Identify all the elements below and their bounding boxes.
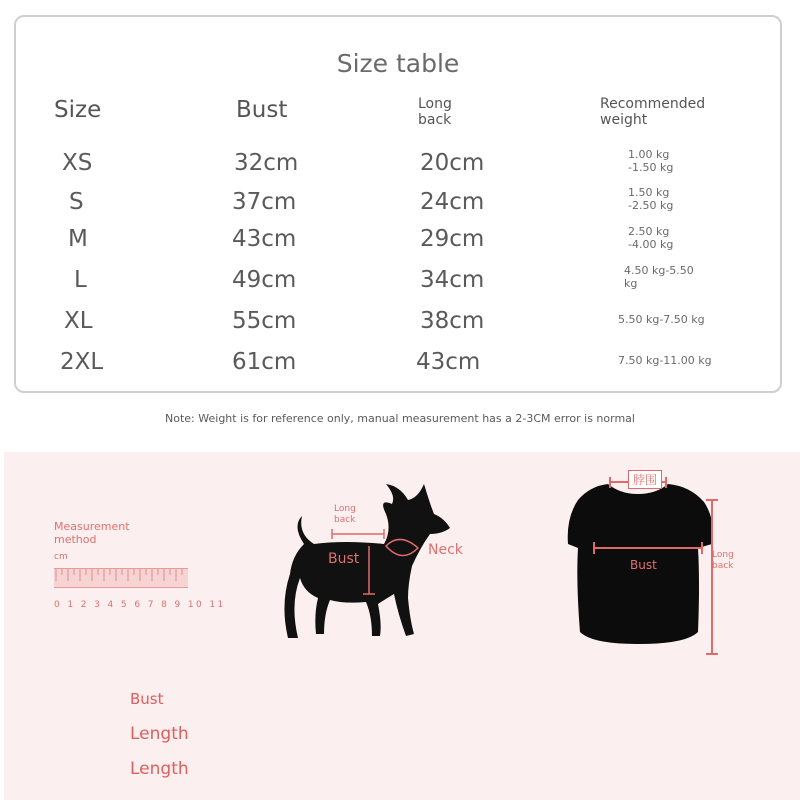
shirt-neck-label: 脖围 — [628, 470, 662, 489]
dog-diagram-icon — [274, 474, 474, 654]
row-size: L — [74, 267, 87, 293]
shirt-long-back-label: Long back — [712, 550, 734, 571]
shirt-bust-label: Bust — [630, 558, 657, 572]
ruler-unit: cm — [54, 552, 68, 562]
table-title: Size table — [336, 49, 460, 78]
dog-bust-label: Bust — [328, 551, 360, 567]
header-size: Size — [54, 97, 102, 123]
row-bust: 49cm — [232, 267, 297, 293]
row-weight: 1.50 kg -2.50 kg — [628, 186, 674, 212]
row-back: 20cm — [420, 150, 485, 176]
weight-note: Note: Weight is for reference only, manual measurement has a 2-3CM error is normal — [165, 412, 635, 425]
row-weight: 2.50 kg -4.00 kg — [628, 225, 674, 251]
row-back: 43cm — [416, 349, 481, 375]
header-weight: Recommended weight — [600, 96, 706, 128]
row-back: 29cm — [420, 226, 485, 252]
row-weight: 5.50 kg-7.50 kg — [618, 313, 705, 326]
row-weight: 1.00 kg -1.50 kg — [628, 148, 674, 174]
row-back: 34cm — [420, 267, 485, 293]
row-bust: 43cm — [232, 226, 297, 252]
header-bust: Bust — [236, 97, 288, 123]
measurement-section — [4, 452, 800, 800]
tape-ruler — [54, 568, 188, 588]
dog-long-back-label: Long back — [334, 504, 356, 525]
legend-length: Length — [130, 724, 189, 744]
row-size: XS — [62, 150, 93, 176]
row-bust: 55cm — [232, 308, 297, 334]
row-size: XL — [64, 308, 93, 334]
size-table — [14, 15, 782, 393]
row-bust: 37cm — [232, 189, 297, 215]
ruler-numbers: 0 1 2 3 4 5 6 7 8 9 10 11 — [54, 600, 226, 610]
dog-neck-label: Neck — [428, 542, 463, 558]
row-back: 24cm — [420, 189, 485, 215]
row-size: S — [69, 189, 84, 215]
row-size: M — [68, 226, 88, 252]
row-weight: 4.50 kg-5.50 kg — [624, 264, 694, 290]
row-back: 38cm — [420, 308, 485, 334]
legend-length: Length — [130, 759, 189, 779]
row-bust: 32cm — [234, 150, 299, 176]
legend-bust: Bust — [130, 690, 164, 708]
row-bust: 61cm — [232, 349, 297, 375]
row-weight: 7.50 kg-11.00 kg — [618, 354, 712, 367]
measurement-method-label: Measurement method — [54, 520, 130, 546]
header-long-back: Long back — [418, 96, 452, 128]
row-size: 2XL — [60, 349, 104, 375]
ruler-ticks-icon — [54, 569, 188, 587]
